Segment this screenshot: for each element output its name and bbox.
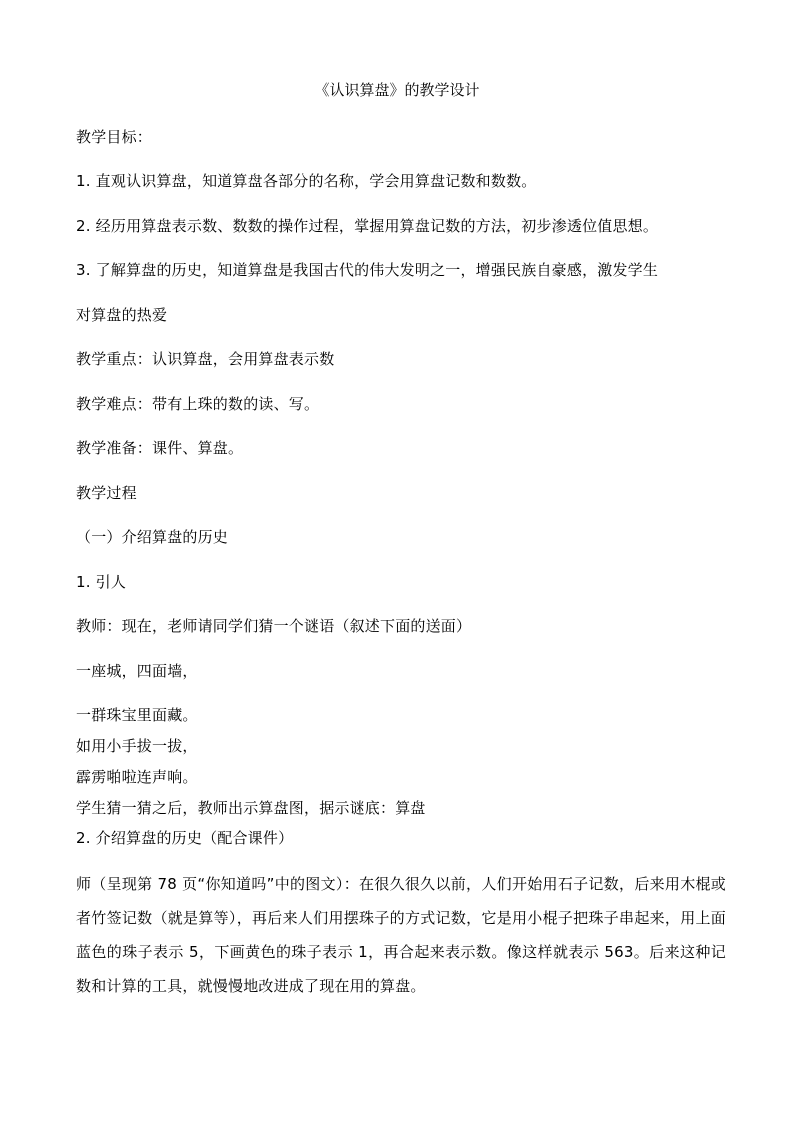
teaching-preparation: 教学准备：课件、算盘。 xyxy=(76,439,244,457)
objective-3-line-2: 对算盘的热爱 xyxy=(76,306,168,324)
objective-1: 1. 直观认识算盘，知道算盘各部分的名称，学会用算盘记数和数数。 xyxy=(76,172,537,190)
document-title: 《认识算盘》的教学设计 xyxy=(314,81,480,99)
section-1-heading: （一）介绍算盘的历史 xyxy=(76,528,229,546)
history-paragraph: 师（呈现第 78 页“你知道吗”中的图文）：在很久很久以前，人们开始用石子记数，后来用木棍或者竹签记数（就是算等），再后来人们用摆珠子的方式记数，它是用小棍子把珠子串起来，用上面蓝色的珠子表示 5，下画黄色的珠子表示 1，再合起来表示数。像这样就表示 563。后来这种记数和计算的工具，就慢慢地改进成了现在用的算盘。 xyxy=(76,875,726,995)
riddle-line-1: 一座城，四面墙， xyxy=(76,662,198,680)
riddle-line-2: 一群珠宝里面藏。 xyxy=(76,706,198,724)
riddle-line-4: 霹雳啪啦连声响。 xyxy=(76,768,198,786)
riddle-answer: 学生猜一猜之后，教师出示算盘图，据示谜底：算盘 xyxy=(76,799,426,817)
teaching-process-heading: 教学过程 xyxy=(76,484,137,502)
objectives-heading: 教学目标： xyxy=(76,128,153,146)
riddle-line-3: 如用小手拔一拔， xyxy=(76,737,198,755)
objective-3-line-1: 3. 了解算盘的历史，知道算盘是我国古代的伟大发明之一，增强民族自豪感，激发学生 xyxy=(76,261,659,279)
step-2-heading: 2. 介绍算盘的历史（配合课件） xyxy=(76,829,294,847)
difficult-point: 教学难点：带有上珠的数的读、写。 xyxy=(76,395,320,413)
teacher-riddle-intro: 教师：现在，老师请同学们猜一个谜语（叙述下面的送面） xyxy=(76,617,472,635)
step-1-heading: 1. 引人 xyxy=(76,573,127,591)
objective-2: 2. 经历用算盘表示数、数数的操作过程，掌握用算盘记数的方法，初步渗透位值思想。 xyxy=(76,217,659,235)
key-point: 教学重点：认识算盘，会用算盘表示数 xyxy=(76,350,335,368)
